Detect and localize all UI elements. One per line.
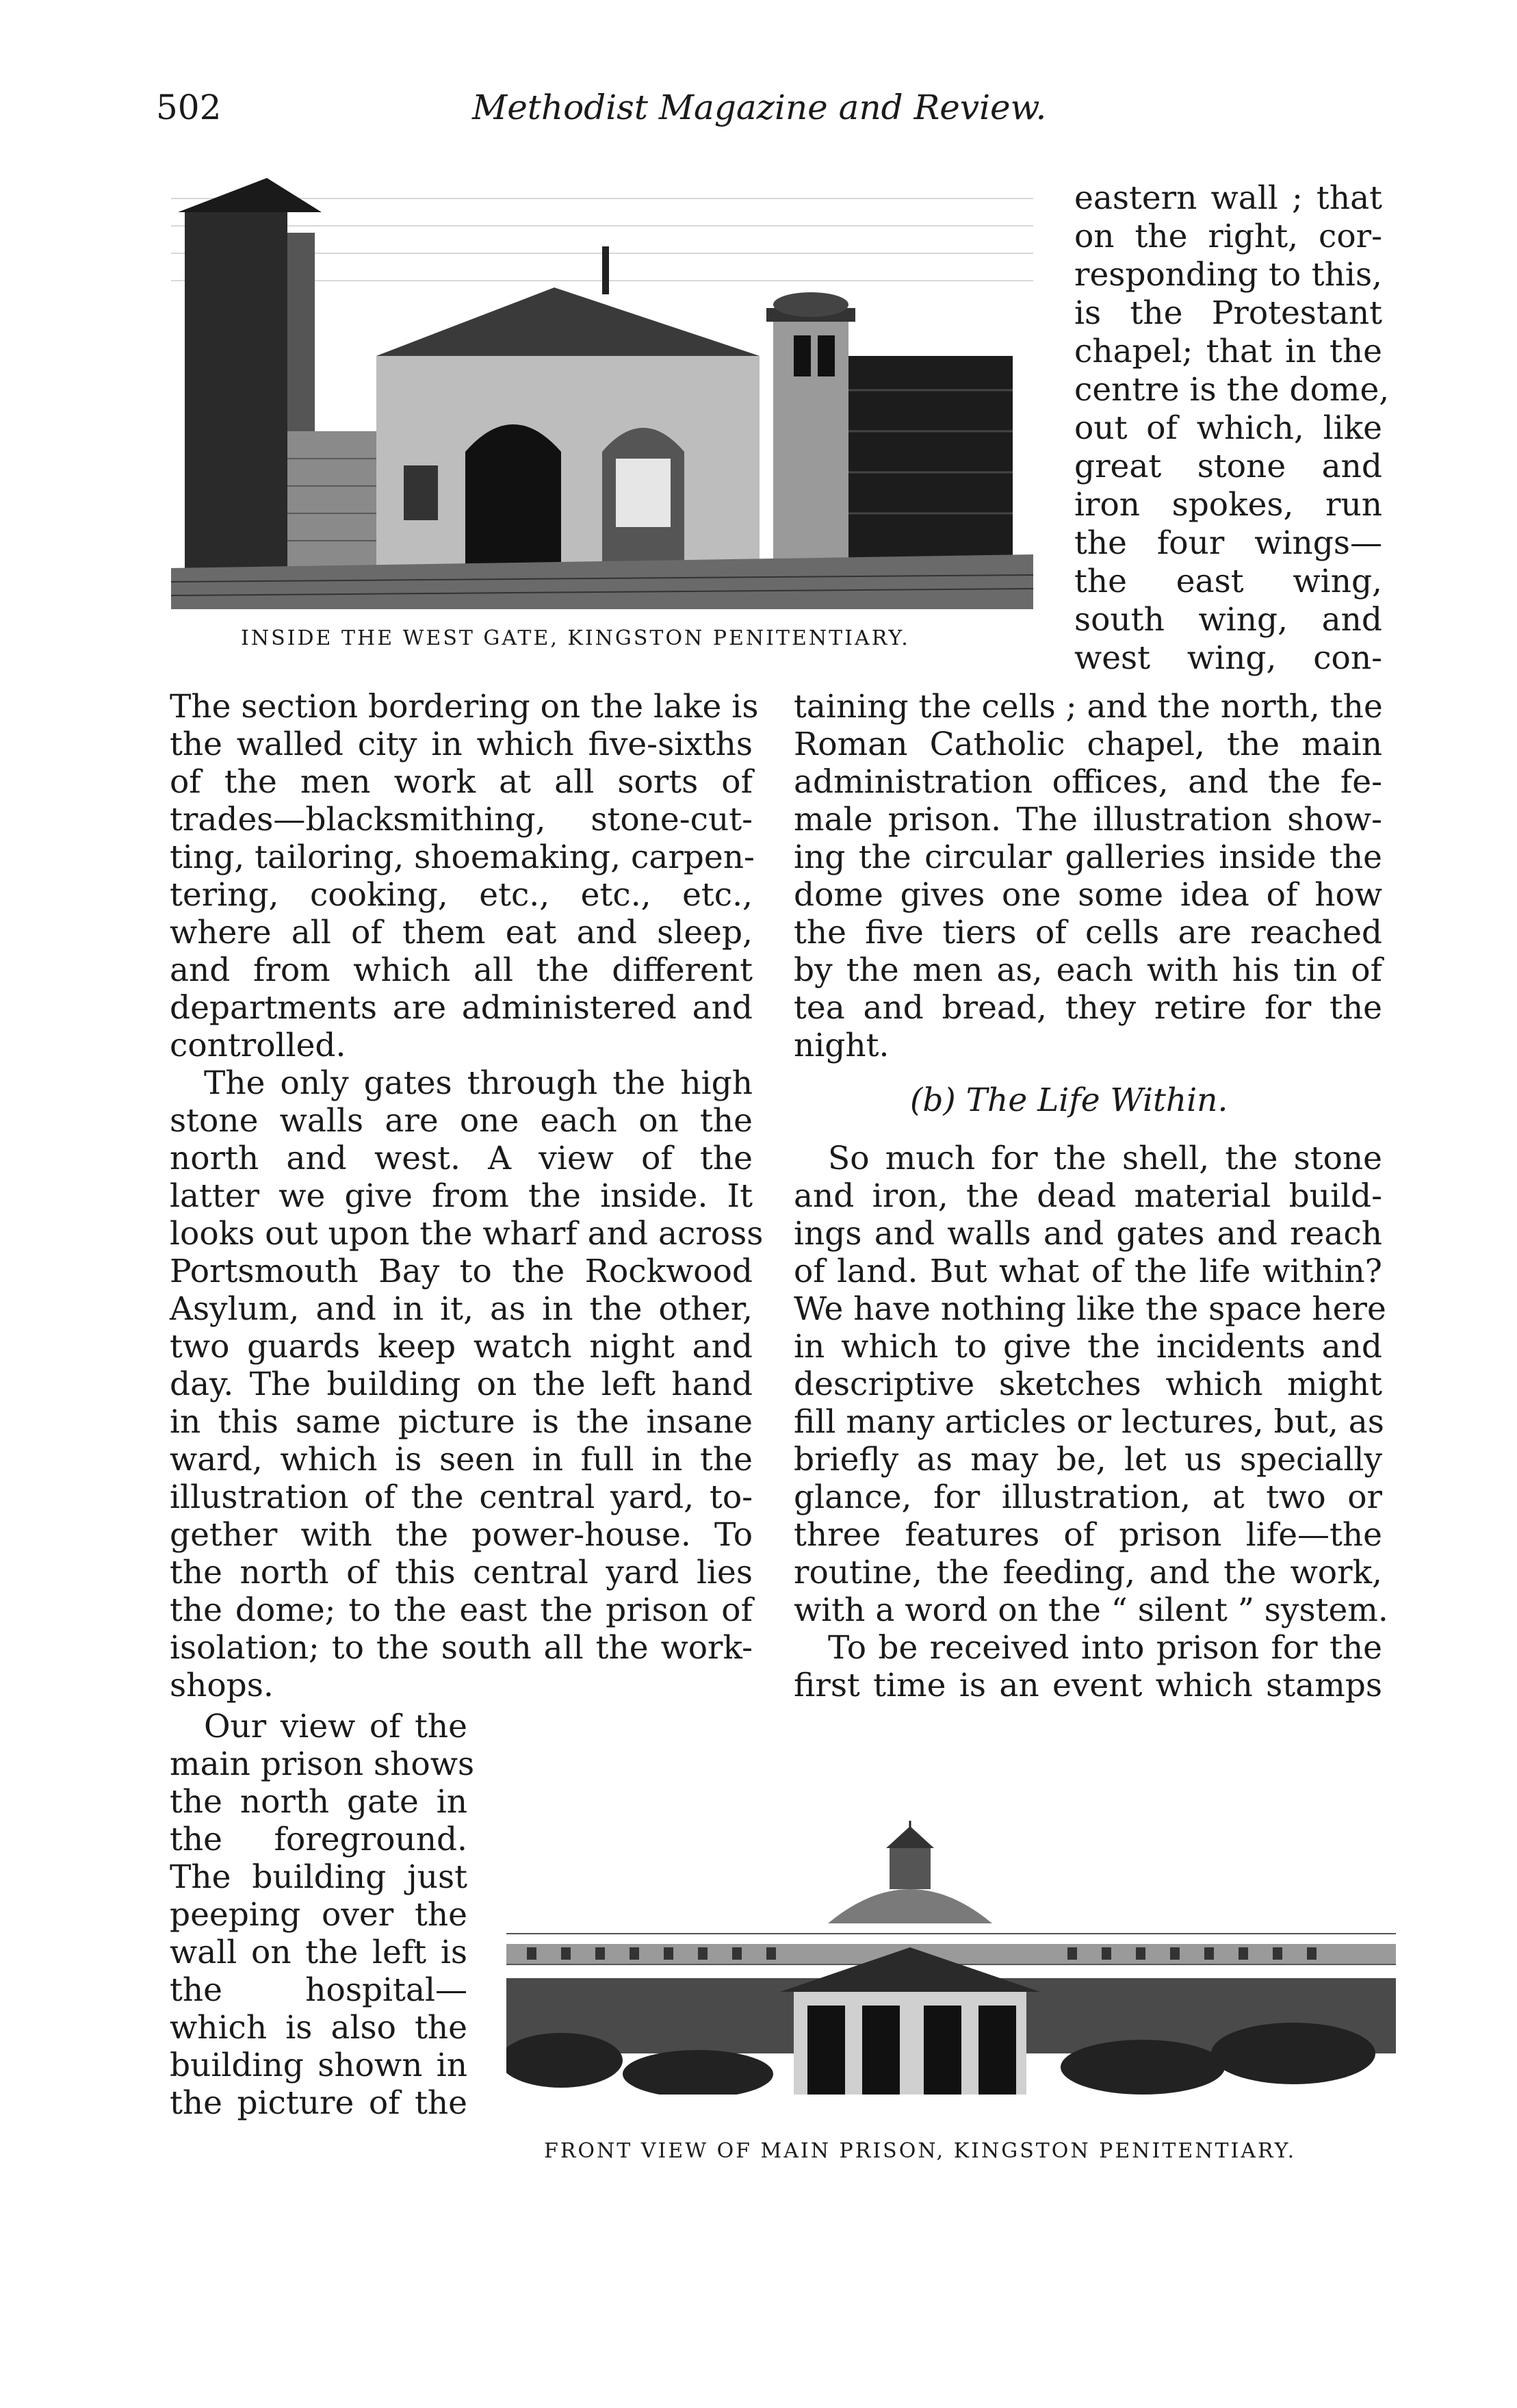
- text-line: illustration of the central yard, to-: [170, 1478, 753, 1516]
- text-line: is the Protestant: [1074, 294, 1382, 332]
- text-line: latter we give from the inside. It: [170, 1177, 753, 1215]
- text-line: day. The building on the left hand: [170, 1366, 753, 1403]
- text-line: great stone and: [1074, 448, 1382, 485]
- text-line: building shown in: [170, 2047, 467, 2084]
- text-line: of land. But what of the life within?: [794, 1253, 1382, 1290]
- text-line: isolation; to the south all the work-: [170, 1629, 753, 1667]
- west-gate-illustration: [171, 171, 1033, 609]
- text-line: the five tiers of cells are reached: [794, 914, 1382, 951]
- text-line: west wing, con-: [1074, 639, 1382, 677]
- text-line: The building just: [170, 1858, 467, 1896]
- text-line: Portsmouth Bay to the Rockwood: [170, 1253, 753, 1290]
- text-line: by the men as, each with his tin of: [794, 951, 1382, 989]
- text-line: the picture of the: [170, 2084, 467, 2122]
- text-line: To be received into prison for the: [828, 1629, 1382, 1667]
- text-line: in this same picture is the insane: [170, 1403, 753, 1441]
- text-line: Roman Catholic chapel, the main: [794, 726, 1382, 763]
- text-line: peeping over the: [170, 1896, 467, 1934]
- text-line: the dome; to the east the prison of: [170, 1591, 753, 1629]
- section-subheading: (b) The Life Within.: [910, 1081, 1228, 1119]
- text-line: and iron, the dead material build-: [794, 1177, 1382, 1215]
- text-line: departments are administered and: [170, 989, 753, 1027]
- text-line: three features of prison life—the: [794, 1516, 1382, 1554]
- text-line: controlled.: [170, 1027, 346, 1064]
- text-line: tea and bread, they retire for the: [794, 989, 1382, 1027]
- text-line: the north gate in: [170, 1783, 467, 1821]
- text-line: iron spokes, run: [1074, 486, 1382, 524]
- text-line: the east wing,: [1074, 563, 1382, 600]
- running-head: Methodist Magazine and Review.: [472, 88, 1047, 127]
- text-line: descriptive sketches which might: [794, 1366, 1382, 1403]
- text-line: the four wings—: [1074, 524, 1382, 562]
- text-line: with a word on the “ silent ” system.: [794, 1591, 1388, 1629]
- text-line: briefly as may be, let us specially: [794, 1441, 1382, 1478]
- text-line: ing the circular galleries inside the: [794, 838, 1382, 876]
- text-line: centre is the dome,: [1074, 371, 1390, 409]
- text-line: administration offices, and the fe-: [794, 763, 1382, 801]
- main-prison-caption: FRONT VIEW OF MAIN PRISON, KINGSTON PENITENTIARY.: [544, 2139, 1297, 2163]
- text-line: glance, for illustration, at two or: [794, 1478, 1382, 1516]
- text-line: south wing, and: [1074, 601, 1382, 639]
- page-number: 502: [156, 88, 222, 127]
- text-line: the hospital—: [170, 1971, 467, 2009]
- text-line: chapel; that in the: [1074, 333, 1382, 370]
- text-line: taining the cells ; and the north, the: [794, 688, 1383, 726]
- text-line: night.: [794, 1027, 890, 1064]
- text-line: and from which all the different: [170, 951, 753, 989]
- text-line: responding to this,: [1074, 256, 1382, 294]
- text-line: Asylum, and in it, as in the other,: [170, 1290, 753, 1328]
- text-line: So much for the shell, the stone: [828, 1140, 1382, 1177]
- text-line: in which to give the incidents and: [794, 1328, 1382, 1366]
- text-line: ward, which is seen in full in the: [170, 1441, 753, 1478]
- text-line: trades—blacksmithing, stone-cut-: [170, 801, 753, 838]
- text-line: out of which, like: [1074, 409, 1382, 447]
- text-line: shops.: [170, 1667, 274, 1704]
- text-line: tering, cooking, etc., etc., etc.,: [170, 876, 753, 914]
- text-line: where all of them eat and sleep,: [170, 914, 753, 951]
- text-line: We have nothing like the space here: [794, 1290, 1386, 1328]
- text-line: first time is an event which stamps: [794, 1667, 1382, 1704]
- text-line: gether with the power-house. To: [170, 1516, 753, 1554]
- main-prison-illustration: [506, 1821, 1396, 2122]
- text-line: main prison shows: [170, 1745, 475, 1783]
- text-line: male prison. The illustration show-: [794, 801, 1382, 838]
- text-line: north and west. A view of the: [170, 1140, 753, 1177]
- text-line: the north of this central yard lies: [170, 1554, 753, 1591]
- text-line: eastern wall ; that: [1074, 179, 1382, 217]
- text-line: looks out upon the wharf and across: [170, 1215, 764, 1253]
- text-line: ting, tailoring, shoemaking, carpen-: [170, 838, 755, 876]
- text-line: fill many articles or lectures, but, as: [794, 1403, 1384, 1441]
- text-line: dome gives one some idea of how: [794, 876, 1382, 914]
- text-line: on the right, cor-: [1074, 218, 1382, 255]
- text-line: stone walls are one each on the: [170, 1102, 753, 1140]
- text-line: which is also the: [170, 2009, 467, 2047]
- text-line: The section bordering on the lake is: [170, 688, 759, 726]
- west-gate-caption: INSIDE THE WEST GATE, KINGSTON PENITENTIARY.: [241, 626, 910, 650]
- text-line: the walled city in which five-sixths: [170, 726, 753, 763]
- text-line: the foreground.: [170, 1821, 467, 1858]
- text-line: two guards keep watch night and: [170, 1328, 753, 1366]
- text-line: routine, the feeding, and the work,: [794, 1554, 1382, 1591]
- text-line: of the men work at all sorts of: [170, 763, 753, 801]
- text-line: wall on the left is: [170, 1934, 467, 1971]
- text-line: ings and walls and gates and reach: [794, 1215, 1382, 1253]
- text-line: Our view of the: [204, 1708, 467, 1745]
- text-line: The only gates through the high: [204, 1064, 753, 1102]
